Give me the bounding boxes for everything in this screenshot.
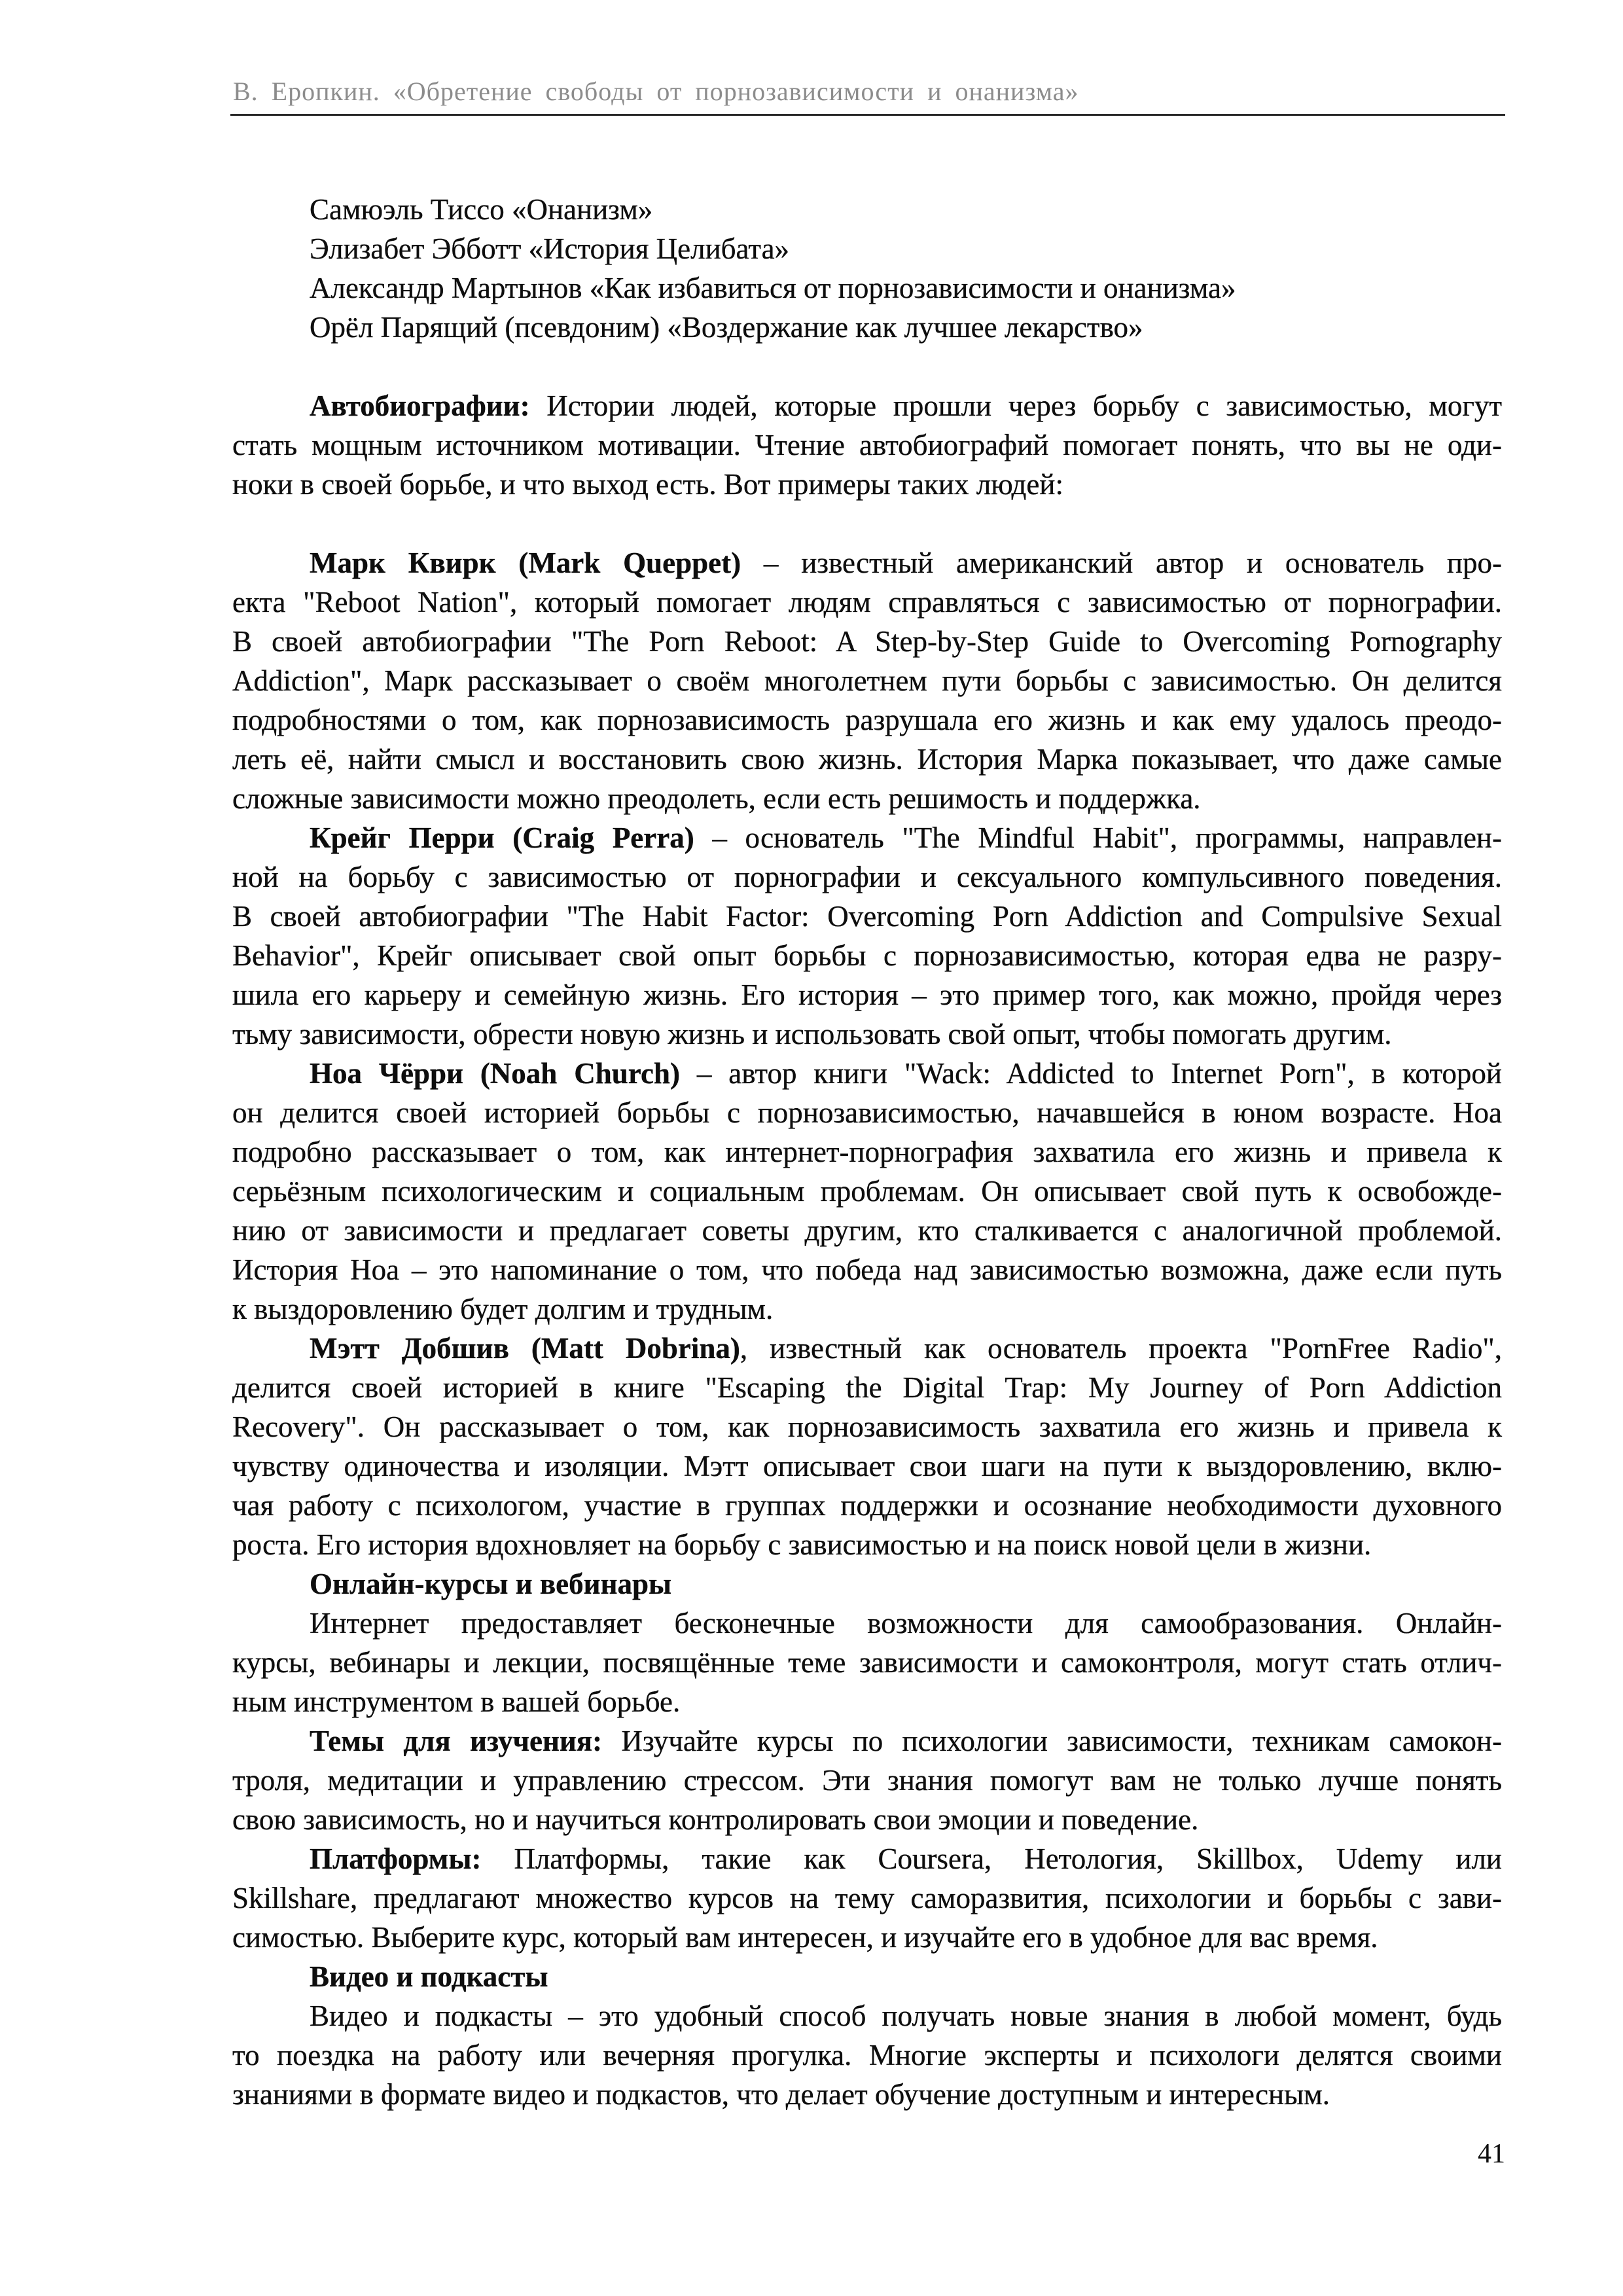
paragraph	[232, 1721, 1502, 1839]
text-line: чая работу с психологом, участие в группах поддержки и осознание необходимости духовного	[232, 1489, 1502, 1522]
text-line: шила его карьеру и семейную жизнь. Его история – это пример того, как можно, пройдя через	[232, 978, 1502, 1011]
section-heading	[232, 1957, 1502, 1996]
text-line: леть её, найти смысл и восстановить свою жизнь. История Марка показывает, что даже самые	[232, 743, 1502, 776]
paragraph	[232, 818, 1502, 1054]
text-line: он делится своей историей борьбы с порнозависимостью, начавшейся в юном возрасте. Ноа	[232, 1096, 1502, 1129]
text-line	[232, 504, 1502, 543]
text-line: ной на борьбу с зависимостью от порнографии и сексуального компульсивного поведения.	[232, 861, 1502, 893]
text-line: ным инструментом в вашей борьбе.	[232, 1685, 681, 1718]
book-list-item: Элизабет Эбботт «История Целибата»	[310, 232, 790, 265]
header-rule-divider	[230, 114, 1505, 116]
text-line: свою зависимость, но и научиться контролировать свои эмоции и поведение.	[232, 1803, 1199, 1836]
text-column	[232, 190, 1502, 2114]
text-line: чувству одиночества и изоляции. Мэтт описывает свои шаги на пути к выздоровлению, вклю-	[232, 1450, 1502, 1482]
text-line: Behavior", Крейг описывает свой опыт борьбы с порнозависимостью, которая едва не разру-	[232, 939, 1502, 972]
text-line: к выздоровлению будет долгим и трудным.	[232, 1293, 774, 1325]
spacer	[232, 504, 1502, 543]
text-line: Видео и подкасты – это удобный способ получать новые знания в любой момент, будь	[310, 2000, 1502, 2032]
text-line: Ноа Чёрри (Noah Church) – автор книги "Wack: Addicted to Internet Porn", в которой	[310, 1057, 1502, 1090]
book-list-item: Александр Мартынов «Как избавиться от порнозависимости и онанизма»	[310, 272, 1236, 304]
paragraph	[232, 1329, 1502, 1564]
paragraph	[232, 1604, 1502, 1721]
text-line: Recovery". Он рассказывает о том, как порнозависимость захватила его жизнь и привела к	[232, 1410, 1502, 1443]
text-line: Темы для изучения: Изучайте курсы по психологии зависимости, техникам самокон-	[310, 1725, 1502, 1757]
text-line: Интернет предоставляет бесконечные возможности для самообразования. Онлайн-	[310, 1607, 1502, 1640]
text-line: то поездка на работу или вечерняя прогулка. Многие эксперты и психологи делятся своими	[232, 2039, 1502, 2072]
text-line	[232, 347, 1502, 386]
text-line: подробностями о том, как порнозависимость разрушала его жизнь и как ему удалось преодо-	[232, 704, 1502, 736]
text-line: екта "Reboot Nation", который помогает людям справляться с зависимостью от порнографии.	[232, 586, 1502, 619]
text-line: История Ноа – это напоминание о том, что победа над зависимостью возможна, даже если путь	[232, 1253, 1502, 1286]
section-heading	[232, 1564, 1502, 1604]
paragraph	[232, 1054, 1502, 1329]
text-line: сложные зависимости можно преодолеть, если есть решимость и поддержка.	[232, 782, 1201, 815]
text-line: Skillshare, предлагают множество курсов на тему саморазвития, психологии и борьбы с зави-	[232, 1882, 1502, 1914]
text-line: тьму зависимости, обрести новую жизнь и использовать свой опыт, чтобы помогать другим.	[232, 1018, 1392, 1050]
text-line: знаниями в формате видео и подкастов, что делает обучение доступным и интересным.	[232, 2078, 1330, 2111]
text-line: ноки в своей борьбе, и что выход есть. Вот примеры таких людей:	[232, 468, 1063, 501]
spacer	[232, 347, 1502, 386]
text-line: Платформы: Платформы, такие как Coursera, Нетология, Skillbox, Udemy или	[310, 1842, 1502, 1875]
text-line: Крейг Перри (Craig Perra) – основатель "The Mindful Habit", программы, направлен-	[310, 821, 1502, 854]
text-line: стать мощным источником мотивации. Чтение автобиографий помогает понять, что вы не оди-	[232, 429, 1502, 461]
text-line: серьёзным психологическим и социальным проблемам. Он описывает свой путь к освобожде-	[232, 1175, 1502, 1208]
book-list	[232, 190, 1502, 347]
book-list-item: Самюэль Тиссо «Онанизм»	[310, 193, 653, 226]
text-line: курсы, вебинары и лекции, посвящённые теме зависимости и самоконтроля, могут стать отлич-	[232, 1646, 1502, 1679]
running-header: В. Еропкин. «Обретение свободы от порнозависимости и онанизма»	[233, 77, 1079, 106]
paragraph	[232, 386, 1502, 504]
text-line: Марк Квирк (Mark Queppet) – известный американский автор и основатель про-	[310, 547, 1503, 579]
text-line: нию от зависимости и предлагает советы другим, кто сталкивается с аналогичной проблемой.	[232, 1214, 1502, 1247]
text-line: Мэтт Добшив (Matt Dobrina), известный как основатель проекта "PornFree Radio",	[310, 1332, 1502, 1365]
text-line: подробно рассказывает о том, как интернет-порнография захватила его жизнь и привела к	[232, 1136, 1502, 1168]
text-line: Addiction", Марк рассказывает о своём многолетнем пути борьбы с зависимостью. Он делится	[232, 664, 1502, 697]
text-line: троля, медитации и управлению стрессом. Эти знания помогут вам не только лучше понять	[232, 1764, 1502, 1797]
text-line: роста. Его история вдохновляет на борьбу с зависимостью и на поиск новой цели в жизни.	[232, 1528, 1372, 1561]
text-line: Видео и подкасты	[310, 1960, 548, 1993]
page-number: 41	[1478, 2139, 1505, 2169]
text-line: В своей автобиографии "The Habit Factor: Overcoming Porn Addiction and Compulsive Sexual	[232, 900, 1502, 933]
paragraph	[232, 1839, 1502, 1957]
text-line: Онлайн-курсы и вебинары	[310, 1568, 672, 1600]
text-line: В своей автобиографии "The Porn Reboot: A Step-by-Step Guide to Overcoming Pornography	[232, 625, 1502, 658]
paragraph	[232, 543, 1502, 818]
text-line: Автобиографии: Истории людей, которые прошли через борьбу с зависимостью, могут	[310, 389, 1502, 422]
book-list-item: Орёл Парящий (псевдоним) «Воздержание как лучшее лекарство»	[310, 311, 1143, 344]
paragraph	[232, 1996, 1502, 2114]
text-line: делится своей историей в книге "Escaping the Digital Trap: My Journey of Porn Addiction	[232, 1371, 1502, 1404]
text-line: симостью. Выберите курс, который вам интересен, и изучайте его в удобное для вас время.	[232, 1921, 1378, 1954]
